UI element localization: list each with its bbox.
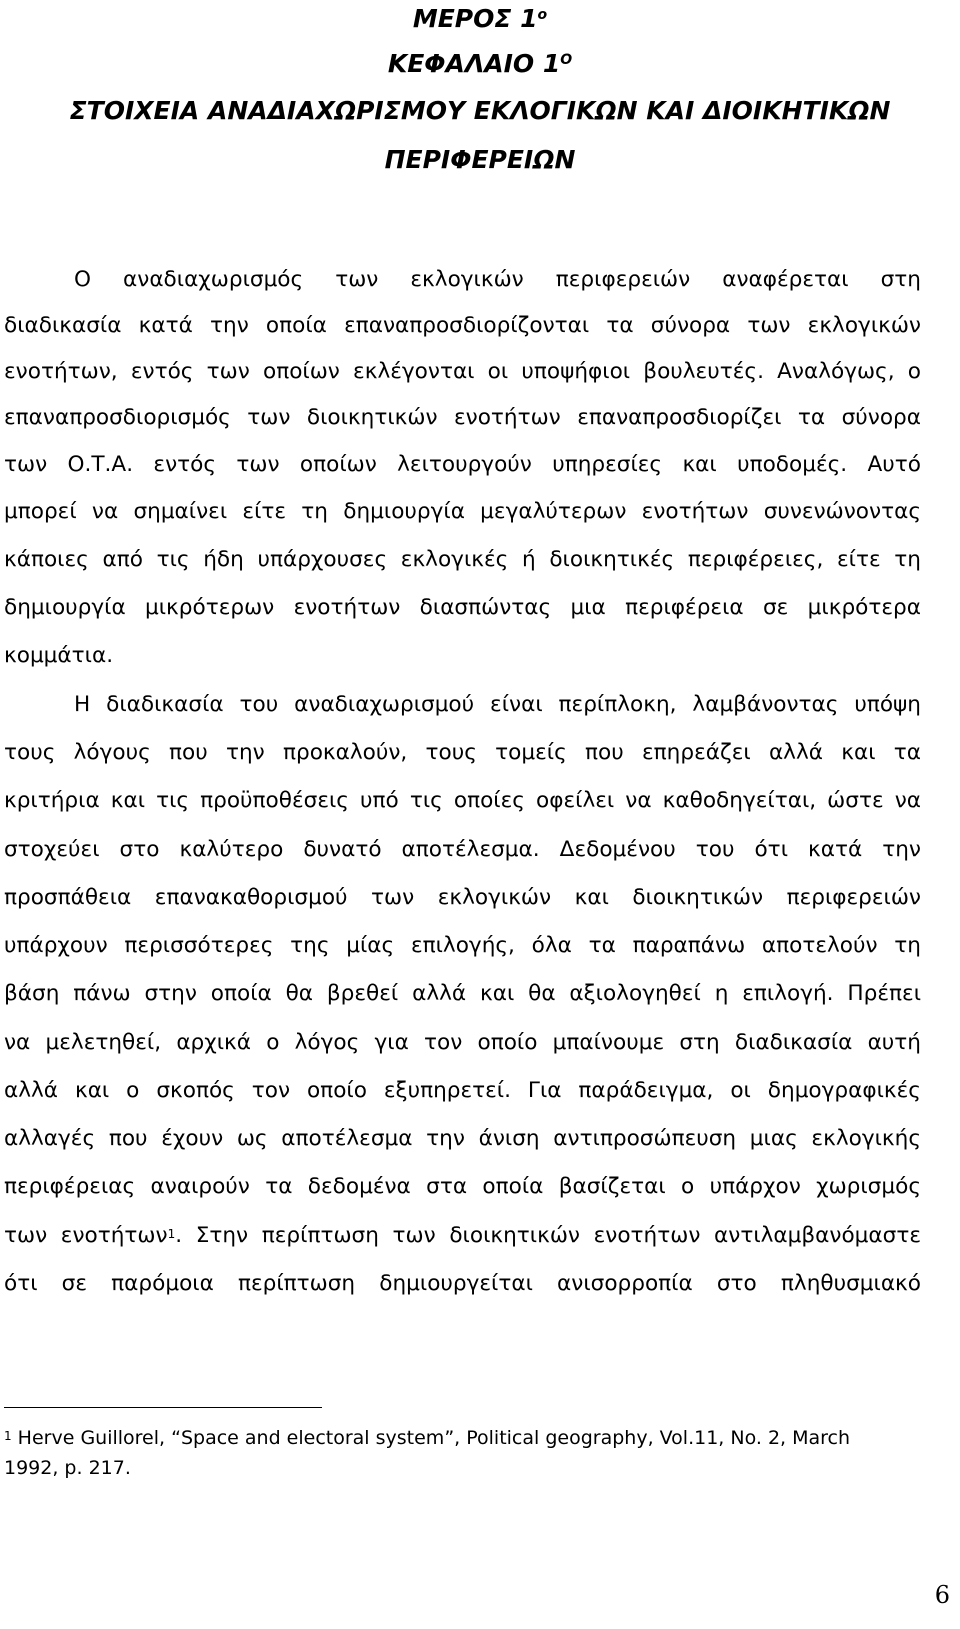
body-line: επαναπροσδιορισμός των διοικητικών ενοτήτων επαναπροσδιορίζει τα σύνορα — [4, 405, 921, 430]
body-line: δημιουργία μικρότερων ενοτήτων διασπώντας μια περιφέρεια σε μικρότερα — [4, 595, 921, 620]
body-line: περιφέρειας αναιρούν τα δεδομένα στα οποία βασίζεται ο υπάρχον χωρισμός — [4, 1174, 921, 1199]
footnote-reference[interactable]: 1 — [167, 1227, 176, 1241]
chapter-heading: ΚΕΦΑΛΑΙΟ $1^O$ — [387, 49, 573, 78]
body-line: προσπάθεια επανακαθορισμού των εκλογικών και διοικητικών περιφερειών — [4, 885, 921, 910]
body-line: κομμάτια. — [4, 643, 114, 668]
body-line: ότι σε παρόμοια περίπτωση δημιουργείται ανισορροπία στο πληθυσμιακό — [4, 1271, 921, 1296]
body-line: Η διαδικασία του αναδιαχωρισμού είναι περίπλοκη, λαμβάνοντας υπόψη — [74, 692, 921, 717]
footnote-line: 1992, p. 217. — [4, 1457, 131, 1479]
footnote-line: $^1$ Herve Guillorel, “Space and electoral system”, Political geography, Vol.11, No. 2, March — [4, 1427, 851, 1449]
footnote-separator — [4, 1407, 322, 1408]
body-line: να μελετηθεί, αρχικά ο λόγος για τον οποίο μπαίνουμε στη διαδικασία αυτή — [4, 1030, 921, 1055]
title-line-1: ΣΤΟΙΧΕΙΑ ΑΝΑΔΙΑΧΩΡΙΣΜΟΥ ΕΚΛΟΓΙΚΩΝ ΚΑΙ ΔΙΟΙΚΗΤΙΚΩΝ — [69, 96, 891, 125]
body-line: των Ο.Τ.Α. εντός των οποίων λειτουργούν υπηρεσίες και υποδομές. Αυτό — [4, 452, 921, 477]
body-line: ενοτήτων, εντός των οποίων εκλέγονται οι υποψήφιοι βουλευτές. Αναλόγως, ο — [4, 359, 921, 384]
body-line: διαδικασία κατά την οποία επαναπροσδιορίζονται τα σύνορα των εκλογικών — [4, 313, 921, 338]
page-number: 6 — [934, 1581, 950, 1609]
body-line: αλλαγές που έχουν ως αποτέλεσμα την άνιση αντιπροσώπευση μιας εκλογικής — [4, 1126, 921, 1151]
body-line: Ο αναδιαχωρισμός των εκλογικών περιφερειών αναφέρεται στη — [74, 267, 921, 292]
body-line: μπορεί να σημαίνει είτε τη δημιουργία μεγαλύτερων ενοτήτων συνενώνοντας — [4, 499, 921, 524]
body-line: αλλά και ο σκοπός τον οποίο εξυπηρετεί. Για παράδειγμα, οι δημογραφικές — [4, 1078, 921, 1103]
body-line: κάποιες από τις ήδη υπάρχουσες εκλογικές ή διοικητικές περιφέρειες, είτε τη — [4, 547, 921, 572]
body-line: στοχεύει στο καλύτερο δυνατό αποτέλεσμα. Δεδομένου του ότι κατά την — [4, 837, 921, 862]
body-line: κριτήρια και τις προϋποθέσεις υπό τις οποίες οφείλει να καθοδηγείται, ώστε να — [4, 788, 921, 813]
body-line: υπάρχουν περισσότερες της μίας επιλογής, όλα τα παραπάνω αποτελούν τη — [4, 933, 921, 958]
part-heading: ΜΕΡΟΣ $1^o$ — [412, 4, 548, 33]
body-line: βάση πάνω στην οποία θα βρεθεί αλλά και θα αξιολογηθεί η επιλογή. Πρέπει — [4, 981, 921, 1006]
body-line: τους λόγους που την προκαλούν, τους τομείς που επηρεάζει αλλά και τα — [4, 740, 921, 765]
body-line: των ενοτήτων$^1$. Στην περίπτωση των διοικητικών ενοτήτων αντιλαμβανόμαστε — [4, 1223, 922, 1248]
title-line-2: ΠΕΡΙΦΕΡΕΙΩΝ — [384, 145, 576, 174]
